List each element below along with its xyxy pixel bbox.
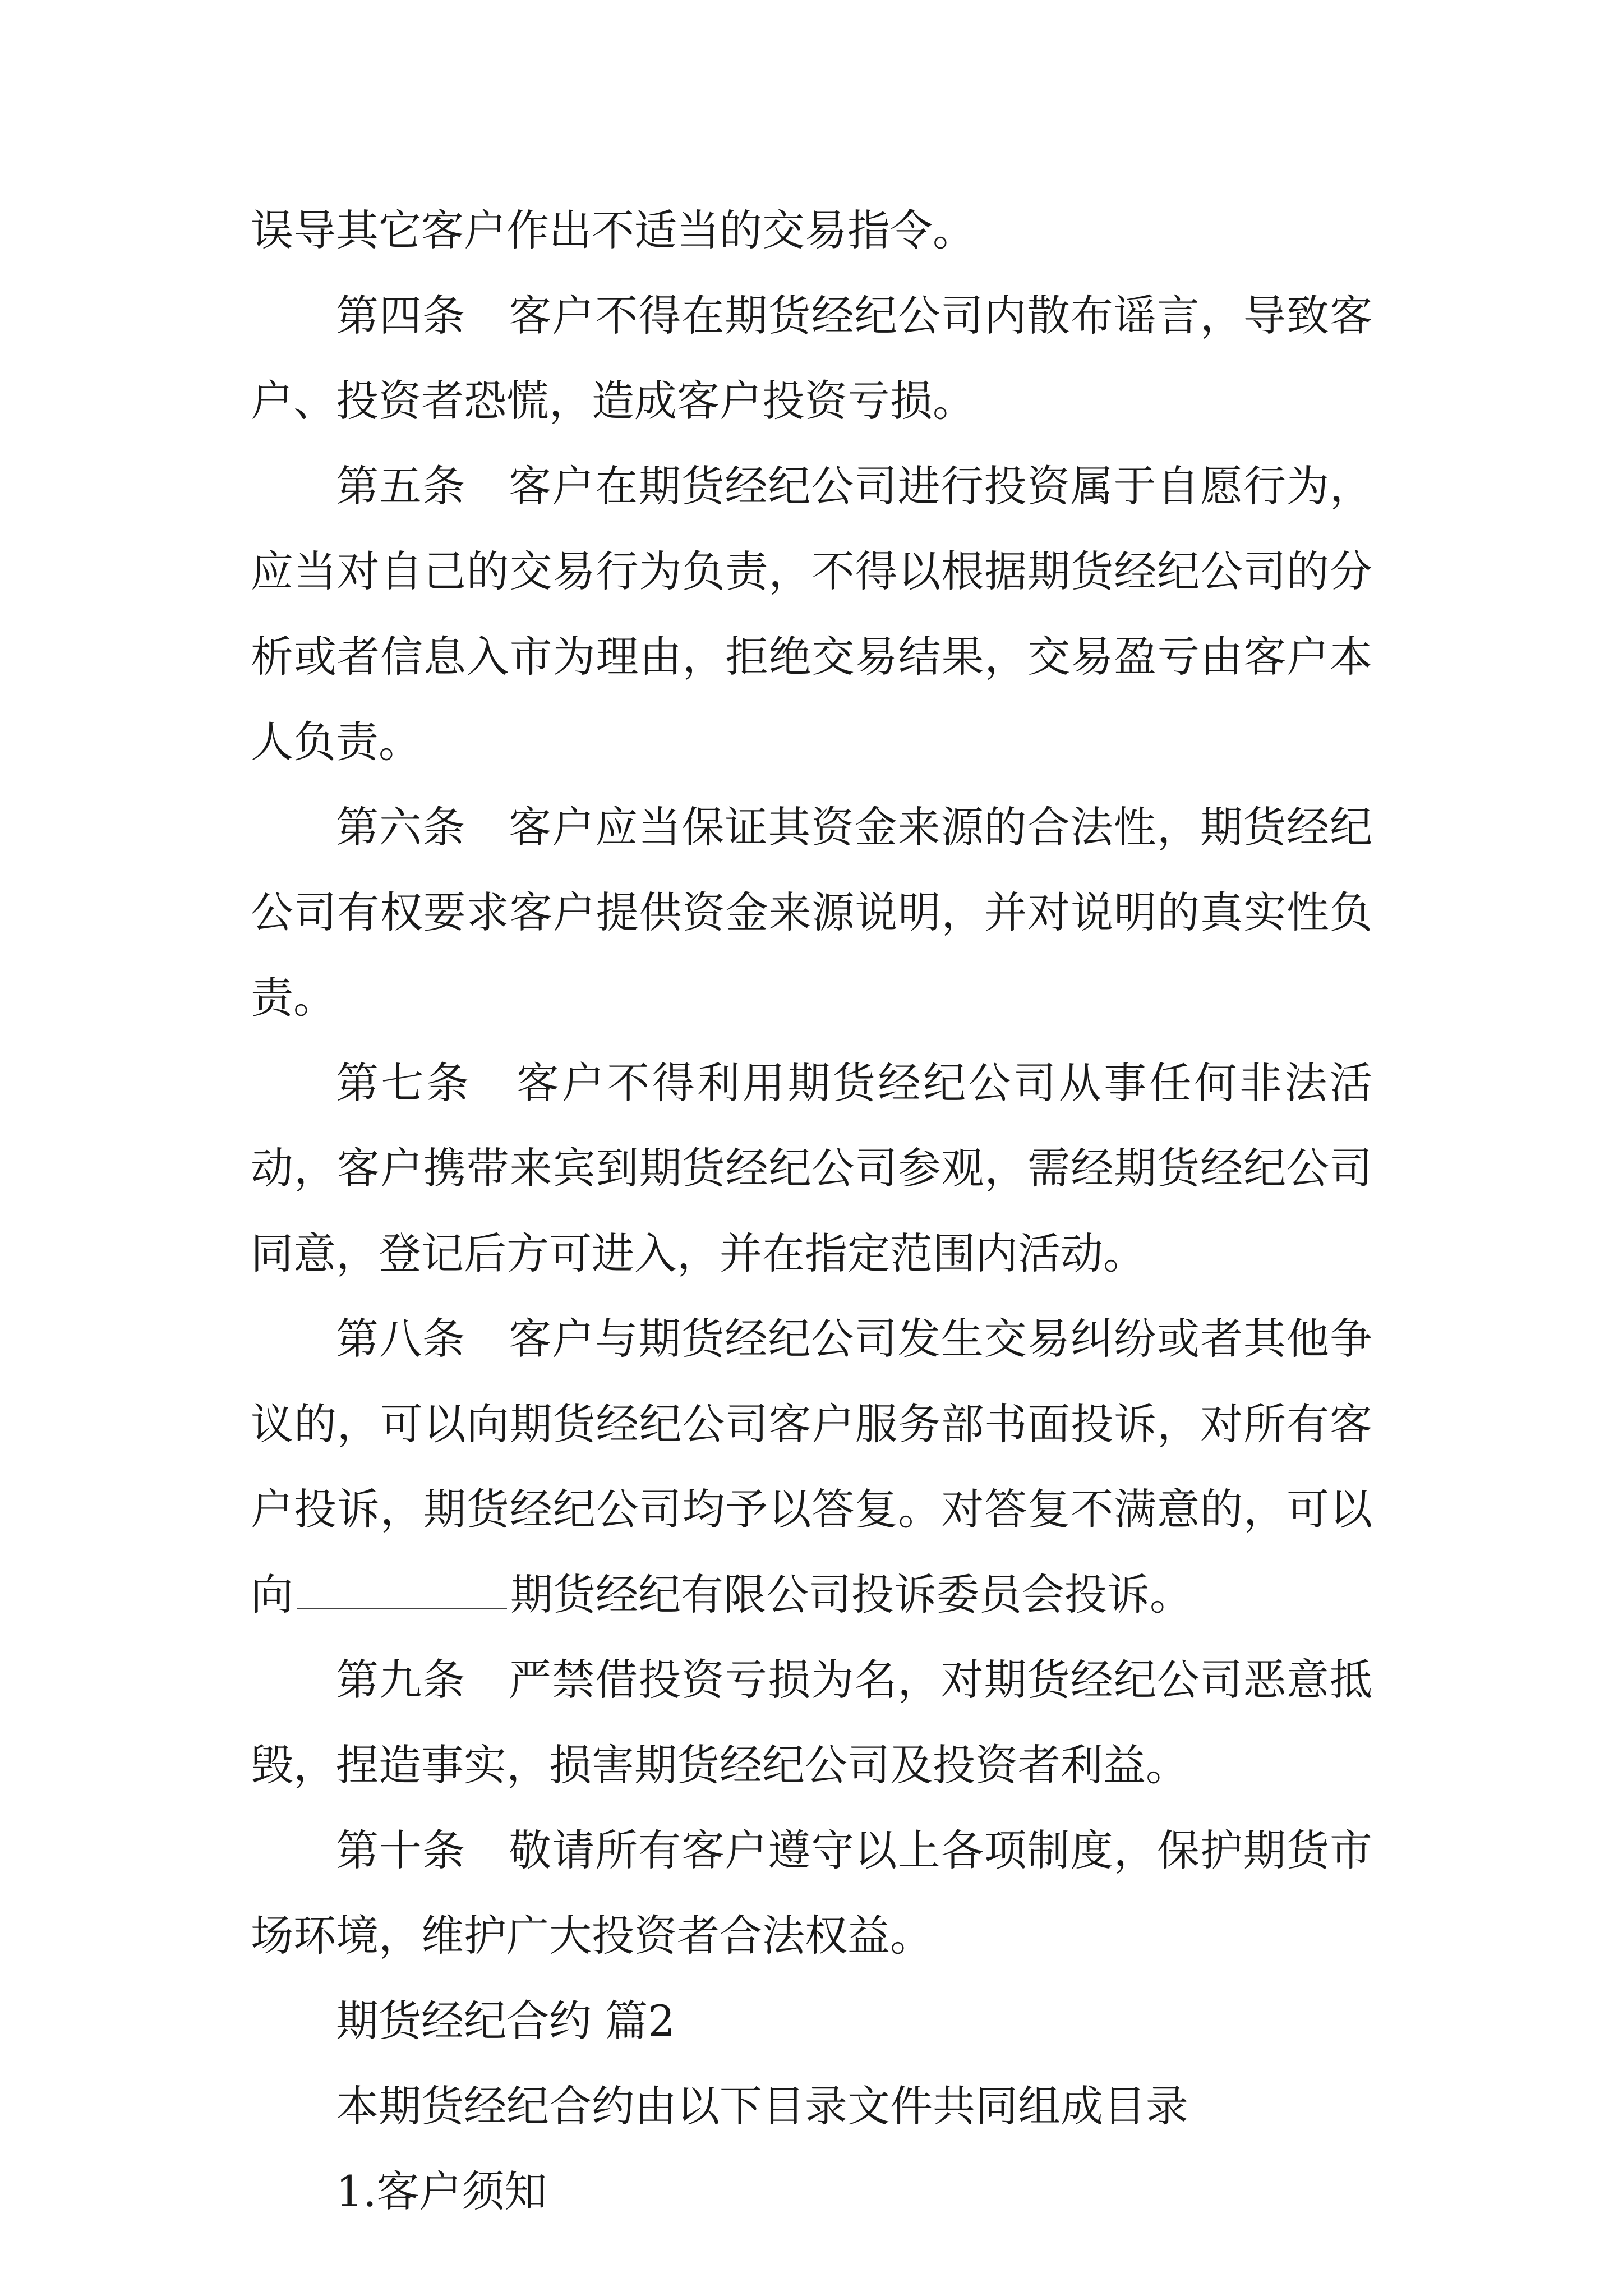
paragraph-article-4: 第四条 客户不得在期货经纪公司内散布谣言，导致客户、投资者恐慌，造成客户投资亏损。 — [251, 291, 1372, 426]
paragraph-article-5: 第五条 客户在期货经纪公司进行投资属于自愿行为，应当对自己的交易行为负责，不得以根据期货经纪公司的分析或者信息入市为理由，拒绝交易结果，交易盈亏由客户本人负责。 — [251, 461, 1372, 767]
contents-item-1: 1.客户须知 — [336, 2166, 547, 2216]
document-body — [251, 188, 1372, 2234]
article-8-text-after-blank: 期货经纪有限公司投诉委员会投诉。 — [510, 1570, 1192, 1619]
paragraph-article-9: 第九条 严禁借投资亏损为名，对期货经纪公司恶意抵毁，捏造事实，损害期货经纪公司及投资者利益。 — [251, 1655, 1372, 1790]
contents-intro: 本期货经纪合约由以下目录文件共同组成目录 — [336, 2081, 1188, 2131]
paragraph-article-6: 第六条 客户应当保证其资金来源的合法性，期货经纪公司有权要求客户提供资金来源说明，并对说明的真实性负责。 — [251, 802, 1372, 1023]
paragraph-article-8 — [251, 1296, 1372, 1637]
paragraph-continuation: 误导其它客户作出不适当的交易指令。 — [251, 205, 975, 255]
section-heading: 期货经纪合约 篇2 — [336, 1996, 675, 2046]
fill-in-blank — [297, 1574, 507, 1609]
article-8-text-before-blank: 第八条 客户与期货经纪公司发生交易纠纷或者其他争议的，可以向期货经纪公司客户服务部书面投诉，对所有客户投诉，期货经纪公司均予以答复。对答复不满意的，可以向 — [251, 1314, 1372, 1619]
paragraph-article-7: 第七条 客户不得利用期货经纪公司从事任何非法活动，客户携带来宾到期货经纪公司参观，需经期货经纪公司同意，登记后方可进入，并在指定范围内活动。 — [251, 1058, 1372, 1278]
paragraph-article-10: 第十条 敬请所有客户遵守以上各项制度，保护期货市场环境，维护广大投资者合法权益。 — [251, 1825, 1372, 1961]
